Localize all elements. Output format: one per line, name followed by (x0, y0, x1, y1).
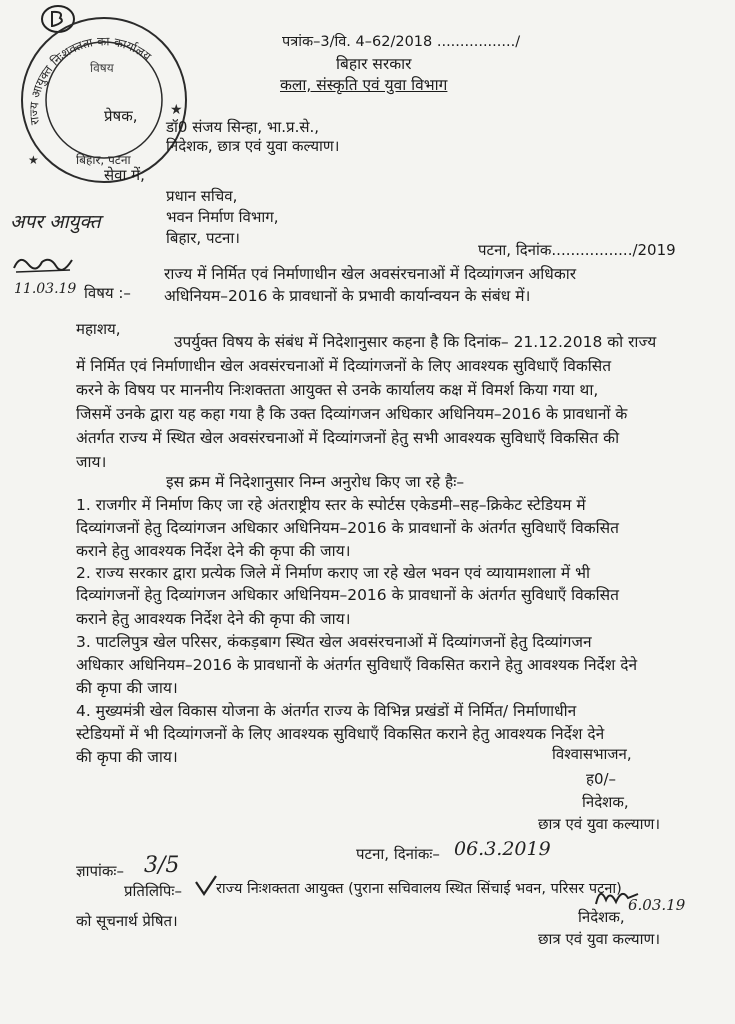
recipient-line2: भवन निर्माण विभाग, (166, 208, 279, 226)
letter-number: पत्रांक–3/वि. 4–62/2018 ................./ (282, 34, 521, 50)
recipient-label: सेवा में, (104, 166, 145, 184)
initials-signature-icon (10, 252, 80, 274)
subject-line2: अधिनियम–2016 के प्रावधानों के प्रभावी कार्यान्वयन के संबंध में। (164, 287, 531, 305)
svg-text:★: ★ (28, 153, 39, 167)
para1-line5: अंतर्गत राज्य में स्थित खेल अवसंरचनाओं में दिव्यांगजनों हेतु सभी आवश्यक सुविधाएँ विकसित की (76, 429, 620, 447)
item4-line1: 4. मुख्यमंत्री खेल विकास योजना के अंतर्गत राज्य के विभिन्न प्रखंडों में निर्मित/ निर्माणाधीन (76, 702, 577, 720)
para1-line3: करने के विषय पर माननीय निःशक्तता आयुक्त से उनके कार्यालय कक्ष में विमर्श किया गया था, (76, 381, 599, 399)
government-name: बिहार सरकार (336, 55, 412, 73)
salutation: महाशय, (76, 320, 121, 338)
item1-line1: 1. राजगीर में निर्माण किए जा रहे अंतराष्ट्रीय स्तर के स्पोर्टस एकेडमी–सह–क्रिकेट स्टेडियम में (76, 496, 586, 514)
info-line: को सूचनार्थ प्रेषित। (76, 912, 178, 930)
subject-label: विषय :– (84, 284, 131, 302)
para1-line6: जाय। (76, 453, 107, 471)
para1-line4: जिसमें उनके द्वारा यह कहा गया है कि उक्त दिव्यांगजन अधिकार अधिनियम–2016 के प्रावधानों के (76, 405, 628, 423)
sender-label: प्रेषक, (104, 107, 138, 125)
item1-line3: कराने हेतु आवश्यक निर्देश देने की कृपा की जाय। (76, 542, 351, 560)
item2-line3: कराने हेतु आवश्यक निर्देश देने की कृपा की जाय। (76, 610, 351, 628)
item3-line1: 3. पाटलिपुत्र खेल परिसर, कंकड़बाग स्थित खेल अवसंरचनाओं में दिव्यांगजनों हेतु दिव्यांगजन (76, 633, 592, 651)
closing-title: निदेशक, (582, 793, 629, 811)
memo-label: ज्ञापांकः– (76, 862, 124, 880)
subject-line1: राज्य में निर्मित एवं निर्माणाधीन खेल अवसंरचनाओं में दिव्यांगजन अधिकार (164, 265, 577, 283)
svg-text:★: ★ (170, 102, 183, 118)
item3-line2: अधिकार अधिनियम–2016 के प्रावधानों के अंतर्गत सुविधाएँ विकसित कराने हेतु आवश्यक निर्देश देने (76, 656, 638, 674)
date-line: पटना, दिनांक................./2019 (478, 241, 676, 259)
footer-title: निदेशक, (578, 908, 625, 926)
department-name: कला, संस्कृति एवं युवा विभाग (280, 76, 448, 94)
item3-line3: की कृपा की जाय। (76, 679, 178, 697)
closing-faithfully: विश्वासभाजन, (552, 745, 632, 763)
checkmark-icon (194, 874, 218, 896)
recipient-line1: प्रधान सचिव, (166, 187, 238, 205)
handwritten-date-right: 06.3.2019 (454, 838, 551, 860)
item4-line2: स्टेडियमों में भी दिव्यांगजनों के लिए आवश्यक सुविधाएँ विकसित कराने हेतु आवश्यक निर्देश देने (76, 725, 605, 743)
office-stamp-icon (18, 14, 190, 186)
copy-label: प्रतिलिपिः– (124, 882, 182, 900)
handwritten-date-left: 11.03.19 (14, 281, 77, 297)
footer-patna-date: पटना, दिनांकः– (356, 845, 440, 863)
handwritten-sign-date: 6.03.19 (628, 896, 686, 914)
item1-line2: दिव्यांगजनों हेतु दिव्यांगजन अधिकार अधिनियम–2016 के प्रावधानों के अंतर्गत सुविधाएँ विकसित (76, 519, 619, 537)
handwritten-ref-no: 3/5 (144, 853, 180, 878)
stamp-inner-bottom: बिहार, पटना (76, 153, 131, 167)
para1-line1: उपर्युक्त विषय के संबंध में निदेशानुसार कहना है कि दिनांक– 21.12.2018 को राज्य (174, 333, 657, 351)
item2-line1: 2. राज्य सरकार द्वारा प्रत्येक जिले में निर्माण कराए जा रहे खेल भवन एवं व्यायामशाला में भी (76, 564, 591, 582)
stamp-ring-text: राज्य आयुक्त निःशक्तता का कार्यालय (26, 34, 154, 126)
footer-dept: छात्र एवं युवा कल्याण। (538, 930, 661, 948)
item4-line3: की कृपा की जाय। (76, 748, 178, 766)
intro-line: इस क्रम में निदेशानुसार निम्न अनुरोध किए जा रहे हैः– (166, 473, 465, 491)
handwritten-note: अपर आयुक्त (10, 211, 101, 233)
stamp-inner-top: विषय (90, 61, 114, 75)
closing-dept: छात्र एवं युवा कल्याण। (538, 815, 661, 833)
copy-to: राज्य निःशक्तता आयुक्त (पुराना सचिवालय स्थित सिंचाई भवन, परिसर पटना) (216, 881, 622, 897)
recipient-line3: बिहार, पटना। (166, 229, 240, 247)
sender-designation: निदेशक, छात्र एवं युवा कल्याण। (166, 137, 340, 155)
sender-name: डॉ0 संजय सिन्हा, भा.प्र.से., (166, 118, 320, 136)
para1-line2: में निर्मित एवं निर्माणाधीन खेल अवसंरचनाओं में दिव्यांगजनों के लिए आवश्यक सुविधाएँ विकसित (76, 357, 612, 375)
closing-signed: ह0/– (586, 770, 617, 788)
item2-line2: दिव्यांगजनों हेतु दिव्यांगजन अधिकार अधिनियम–2016 के प्रावधानों के अंतर्गत सुविधाएँ विकसित (76, 586, 619, 604)
